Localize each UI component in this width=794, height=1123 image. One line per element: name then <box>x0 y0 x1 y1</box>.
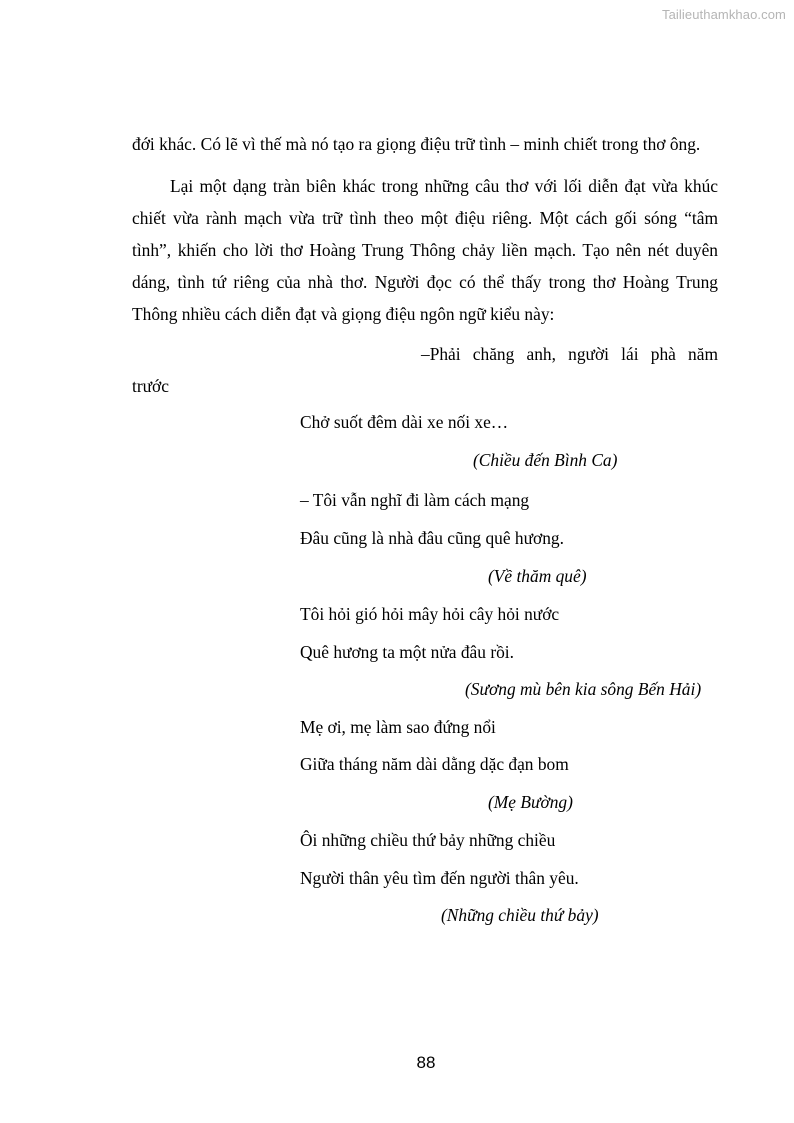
lead-verse-line: –Phải chăng anh, người lái phà năm <box>421 344 718 364</box>
verse-line: Đâu cũng là nhà đâu cũng quê hương. <box>300 528 564 548</box>
verse-line: Quê hương ta một nửa đâu rồi. <box>300 642 514 662</box>
verse-line: Chở suốt đêm dài xe nối xe… <box>300 412 509 432</box>
verse-source: (Về thăm quê) <box>488 566 587 586</box>
verse-source: (Mẹ Bường) <box>488 792 573 812</box>
paragraph-main: Lại một dạng tràn biên khác trong những câu thơ với lối diễn đạt vừa khúc chiết vừa rành mạch vừa trữ tình theo một điệu riêng. Một cách gối sóng “tâm tình”, khiến cho lời thơ Hoàng Trung Thông chảy liền mạch. Tạo nên nét duyên dáng, tình tứ riêng của nhà thơ. Người đọc có thể thấy trong thơ Hoàng Trung Thông nhiều cách diễn đạt và giọng điệu ngôn ngữ kiểu này: <box>132 176 718 324</box>
verse-source: (Chiều đến Bình Ca) <box>473 450 618 470</box>
page-number: 88 <box>416 1053 436 1072</box>
verse-line: Giữa tháng năm dài dằng dặc đạn bom <box>300 754 569 774</box>
paragraph-continued: đới khác. Có lẽ vì thế mà nó tạo ra giọng điệu trữ tình – minh chiết trong thơ ông. <box>132 134 701 154</box>
verse-source: (Sương mù bên kia sông Bến Hải) <box>465 679 702 699</box>
page-body <box>132 128 718 925</box>
lead-verse-wrap: trước <box>132 376 169 396</box>
verse-line: Ôi những chiều thứ bảy những chiều <box>300 830 556 850</box>
verse-line: – Tôi vẫn nghĩ đi làm cách mạng <box>300 490 530 510</box>
verse-source: (Những chiều thứ bảy) <box>441 905 599 925</box>
watermark: Tailieuthamkhao.com <box>661 7 786 22</box>
verse-line: Người thân yêu tìm đến người thân yêu. <box>300 868 579 888</box>
verse-line: Tôi hỏi gió hỏi mây hỏi cây hỏi nước <box>300 604 560 624</box>
verse-line: Mẹ ơi, mẹ làm sao đứng nổi <box>300 717 496 737</box>
